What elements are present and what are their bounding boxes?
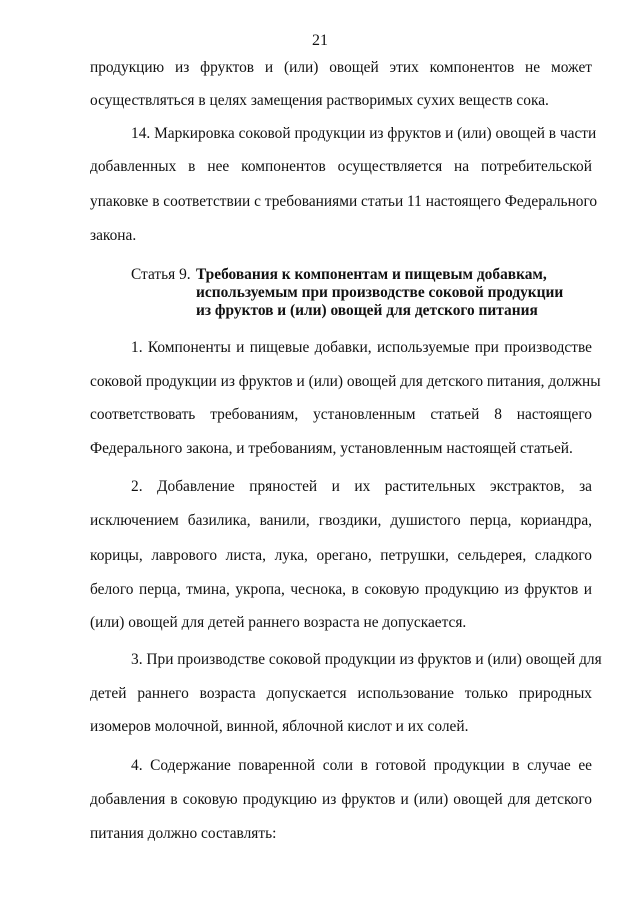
- article-label: Статья 9.: [131, 266, 191, 283]
- text-line: осуществляться в целях замещения растворимых сухих веществ сока.: [90, 92, 549, 109]
- text-line: соответствовать требованиям, установленным статьей 8 настоящего: [90, 406, 592, 423]
- text-line: продукцию из фруктов и (или) овощей этих компонентов не может: [90, 59, 592, 76]
- page-number: 21: [312, 32, 328, 49]
- text-line: Федерального закона, и требованиям, установленным настоящей статьей.: [90, 440, 573, 457]
- text-line: соковой продукции из фруктов и (или) овощей для детского питания, должны: [90, 373, 601, 390]
- text-line: добавленных в нее компонентов осуществляется на потребительской: [90, 158, 592, 175]
- text-line: изомеров молочной, винной, яблочной кислот и их солей.: [90, 718, 469, 735]
- article-title: используемым при производстве соковой продукции: [196, 284, 564, 301]
- text-line: исключением базилика, ванили, гвоздики, душистого перца, кориандра,: [90, 512, 592, 529]
- text-line: белого перца, тмина, укропа, чеснока, в соковую продукцию из фруктов и: [90, 581, 592, 598]
- text-line: упаковке в соответствии с требованиями статьи 11 настоящего Федерального: [90, 193, 598, 210]
- text-line: (или) овощей для детей раннего возраста не допускается.: [90, 614, 467, 631]
- article-title: из фруктов и (или) овощей для детского питания: [196, 302, 538, 319]
- text-line: добавления в соковую продукцию из фруктов и (или) овощей для детского: [90, 791, 592, 808]
- text-line: 4. Содержание поваренной соли в готовой продукции в случае ее: [131, 757, 592, 774]
- text-line: закона.: [90, 227, 137, 244]
- text-line: питания должно составлять:: [90, 825, 277, 842]
- text-line: 3. При производстве соковой продукции из фруктов и (или) овощей для: [131, 651, 602, 668]
- text-line: корицы, лаврового листа, лука, орегано, петрушки, сельдерея, сладкого: [90, 547, 592, 564]
- text-line: детей раннего возраста допускается использование только природных: [90, 685, 592, 702]
- article-title: Требования к компонентам и пищевым добавкам,: [196, 266, 547, 283]
- text-line: 2. Добавление пряностей и их растительных экстрактов, за: [131, 478, 592, 495]
- text-line: 1. Компоненты и пищевые добавки, используемые при производстве: [131, 339, 592, 356]
- text-line: 14. Маркировка соковой продукции из фруктов и (или) овощей в части: [131, 125, 597, 142]
